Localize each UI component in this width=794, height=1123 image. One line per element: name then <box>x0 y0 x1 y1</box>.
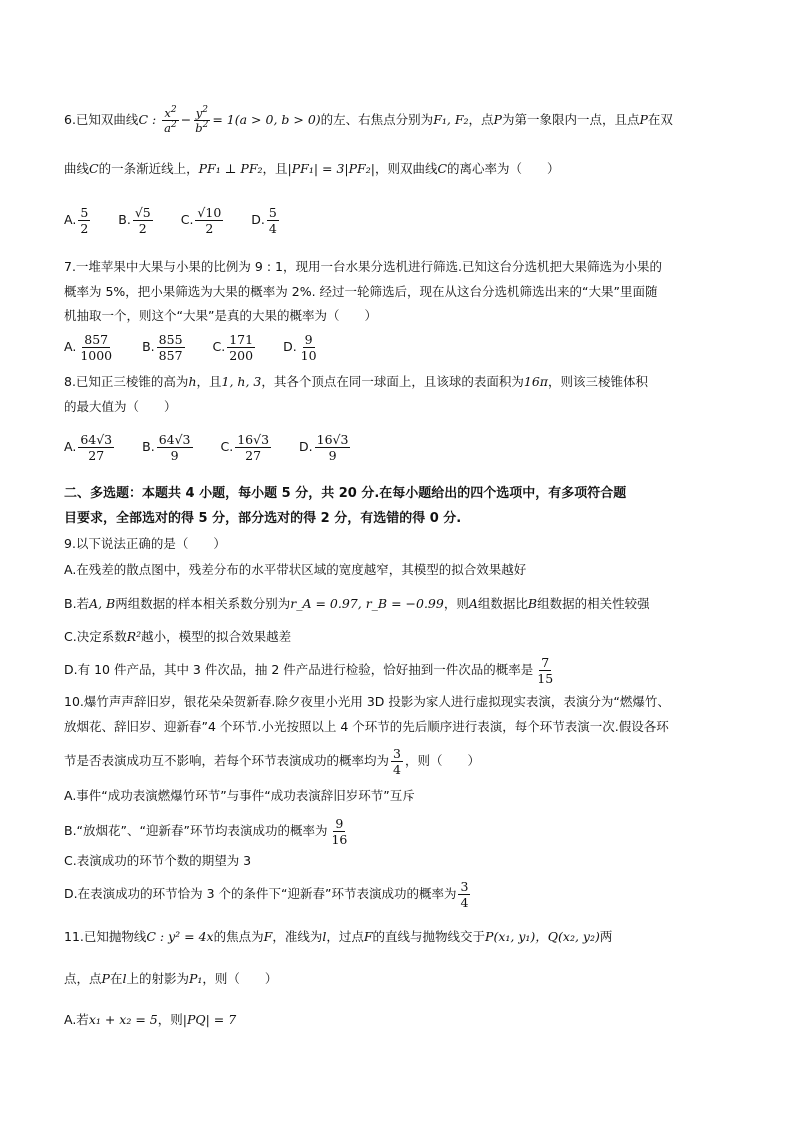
q11-directrix: l <box>122 971 127 986</box>
q6-option-c[interactable]: C. $\frac{√10}{2}$ <box>180 205 222 236</box>
q11-line1 <box>64 928 612 946</box>
q6-text: ，则双曲线 <box>374 161 438 176</box>
section2-heading-line1: 二、多选题：本题共 4 小题，每小题 5 分，共 20 分.在每小题给出的四个选项中，有多项符合题 <box>64 486 627 501</box>
q7-line3: 机抽取一个，则这个“大果”是真的大果的概率为（ ） <box>64 308 377 323</box>
q6-text: 的离心率为（ ） <box>447 161 560 176</box>
q8-option-c[interactable]: C. $\frac{16√3}{27}$ <box>220 432 270 463</box>
q8-h: h <box>188 374 197 389</box>
q8-text: ，且 <box>196 374 222 389</box>
q10-line2: 放烟花、辞旧岁、迎新春”4 个环节.小光按照以上 4 个环节的先后顺序进行表演，每个环节表演一次.假设各环 <box>64 719 669 734</box>
q7-option-a[interactable]: A. $\frac{857}{1000}$ <box>64 332 113 363</box>
q11-point: P <box>101 971 110 986</box>
q6-y-frac: $\frac{y^2}{b^2}$ <box>195 105 209 135</box>
q6-point: P <box>639 112 648 127</box>
q8-area: 16π <box>523 374 549 389</box>
q7-option-b[interactable]: B. $\frac{855}{857}$ <box>142 332 183 363</box>
q11-focus: F <box>263 929 273 944</box>
q11-focus: F <box>363 929 373 944</box>
q7-line2: 概率为 5%，把小果筛选为大果的概率为 2%. 经过一轮筛选后，现在从这台分选机筛选出来的“大果”里面随 <box>64 284 658 299</box>
q6-curve-label: C : <box>138 112 157 127</box>
q8-text: 8.已知正三棱锥的高为 <box>64 374 189 389</box>
q9-option-a[interactable]: A.在残差的散点图中，残差分布的水平带状区域的宽度越窄，其模型的拟合效果越好 <box>64 562 527 577</box>
q10-line1: 10.爆竹声声辞旧岁，银花朵朵贺新春.除夕夜里小光用 3D 投影为家人进行虚拟现实表演，表演分为“燃爆竹、 <box>64 694 670 709</box>
q6-text: ，点 <box>468 112 494 127</box>
q7-option-d[interactable]: D. $\frac{9}{10}$ <box>283 332 317 363</box>
q11-text: 在 <box>109 971 123 986</box>
q6-text: 的一条渐近线上， <box>98 161 199 176</box>
q8-options <box>64 432 374 463</box>
q11-text: 的直线与抛物线交于 <box>372 929 486 944</box>
q10-option-b[interactable]: B.“放烟花”、“迎新春”环节均表演成功的概率为 $\frac{9}{16}$ <box>64 816 348 847</box>
q9-option-d[interactable]: D.有 10 件产品，其中 3 件次品，抽 2 件产品进行检验，恰好抽到一件次品的概率是 $\frac{7}{15}$ <box>64 655 554 686</box>
q11-projection: P₁ <box>188 971 203 986</box>
q11-points: P(x₁, y₁)，Q(x₂, y₂) <box>485 929 600 944</box>
q6-option-d[interactable]: D. $\frac{5}{4}$ <box>251 205 277 236</box>
section2-heading-line2: 目要求，全部选对的得 5 分，部分选对的得 2 分，有选错的得 0 分. <box>64 511 462 526</box>
q11-line2 <box>64 970 277 988</box>
q6-text: 在双 <box>647 112 673 127</box>
q6-line2 <box>64 160 560 178</box>
q6-option-b[interactable]: B. $\frac{√5}{2}$ <box>118 205 151 236</box>
q11-option-a[interactable]: A.若x₁ + x₂ = 5，则|PQ| = 7 <box>64 1012 237 1027</box>
q10-line3: 节是否表演成功互不影响，若每个环节表演成功的概率均为 $\frac{3}{4}$ ，则（ ） <box>64 746 480 777</box>
q6-text: 曲线 <box>64 161 90 176</box>
q9-option-b[interactable]: B.若A, B两组数据的样本相关系数分别为r_A = 0.97, r_B = −0.99，则A组数据比B组数据的相关性较强 <box>64 596 650 611</box>
q10-option-d[interactable]: D.在表演成功的环节恰为 3 个的条件下“迎新春”环节表演成功的概率为 $\frac{3}{4}$ <box>64 879 469 910</box>
q8-text: ，则该三棱锥体积 <box>548 374 649 389</box>
q6-options <box>64 205 303 236</box>
q10-option-c[interactable]: C.表演成功的环节个数的期望为 3 <box>64 853 252 868</box>
q11-directrix: l <box>322 929 327 944</box>
q11-text: ，则（ ） <box>202 971 278 986</box>
q8-option-d[interactable]: D. $\frac{16√3}{9}$ <box>299 432 349 463</box>
q8-option-a[interactable]: A. $\frac{64√3}{27}$ <box>64 432 113 463</box>
q6-curve: C <box>89 161 99 176</box>
q6-condition: = 1(a > 0, b > 0) <box>212 112 321 127</box>
q8-text: ，其各个顶点在同一球面上，且该球的表面积为 <box>261 374 524 389</box>
q11-text: ，准线为 <box>272 929 323 944</box>
q11-text: 点，点 <box>64 971 102 986</box>
q9-stem: 9.以下说法正确的是（ ） <box>64 536 226 551</box>
q6-text: ，且 <box>262 161 288 176</box>
q6-option-a[interactable]: A. $\frac{5}{2}$ <box>64 205 89 236</box>
q11-text: 上的射影为 <box>126 971 189 986</box>
q8-line2: 的最大值为（ ） <box>64 399 177 414</box>
q8-line1 <box>64 373 648 391</box>
q6-point: P <box>493 112 502 127</box>
q6-text: 为第一象限内一点，且点 <box>501 112 640 127</box>
q8-option-b[interactable]: B. $\frac{64√3}{9}$ <box>142 432 191 463</box>
q11-text: 的焦点为 <box>213 929 264 944</box>
q7-line1: 7.一堆苹果中大果与小果的比例为 9 : 1，现用一台水果分选机进行筛选.已知这台分选机把大果筛选为小果的 <box>64 259 662 274</box>
q11-text: 11.已知抛物线 <box>64 929 147 944</box>
q11-text: ，过点 <box>326 929 364 944</box>
q11-text: 两 <box>599 929 613 944</box>
q11-curve: C : y² = 4x <box>146 929 214 944</box>
q7-options <box>64 332 343 363</box>
q6-foci: F₁, F₂ <box>433 112 469 127</box>
q6-text: 6.已知双曲线 <box>64 112 139 127</box>
q7-option-c[interactable]: C. $\frac{171}{200}$ <box>212 332 254 363</box>
q6-x-frac: $\frac{x^2}{a^2}$ <box>164 105 177 135</box>
q9-option-c[interactable]: C.决定系数R²越小，模型的拟合效果越差 <box>64 629 292 644</box>
q8-sequence: 1, h, 3 <box>221 374 262 389</box>
q6-perp: PF₁ ⊥ PF₂ <box>198 161 263 176</box>
q6-line1: 6.已知双曲线C : $\frac{x^2}{a^2}$ − $\frac{y^2}{b^2}$ = 1(a > 0, b > 0)的左、右焦点分别为F₁, F₂，点P为第一象限内一点，且点P在双 <box>64 105 673 135</box>
q6-curve: C <box>437 161 448 176</box>
q6-text: 的左、右焦点分别为 <box>320 112 434 127</box>
q6-ratio: |PF₁| = 3|PF₂| <box>287 161 375 176</box>
q10-option-a[interactable]: A.事件“成功表演燃爆竹环节”与事件“成功表演辞旧岁环节”互斥 <box>64 788 415 803</box>
